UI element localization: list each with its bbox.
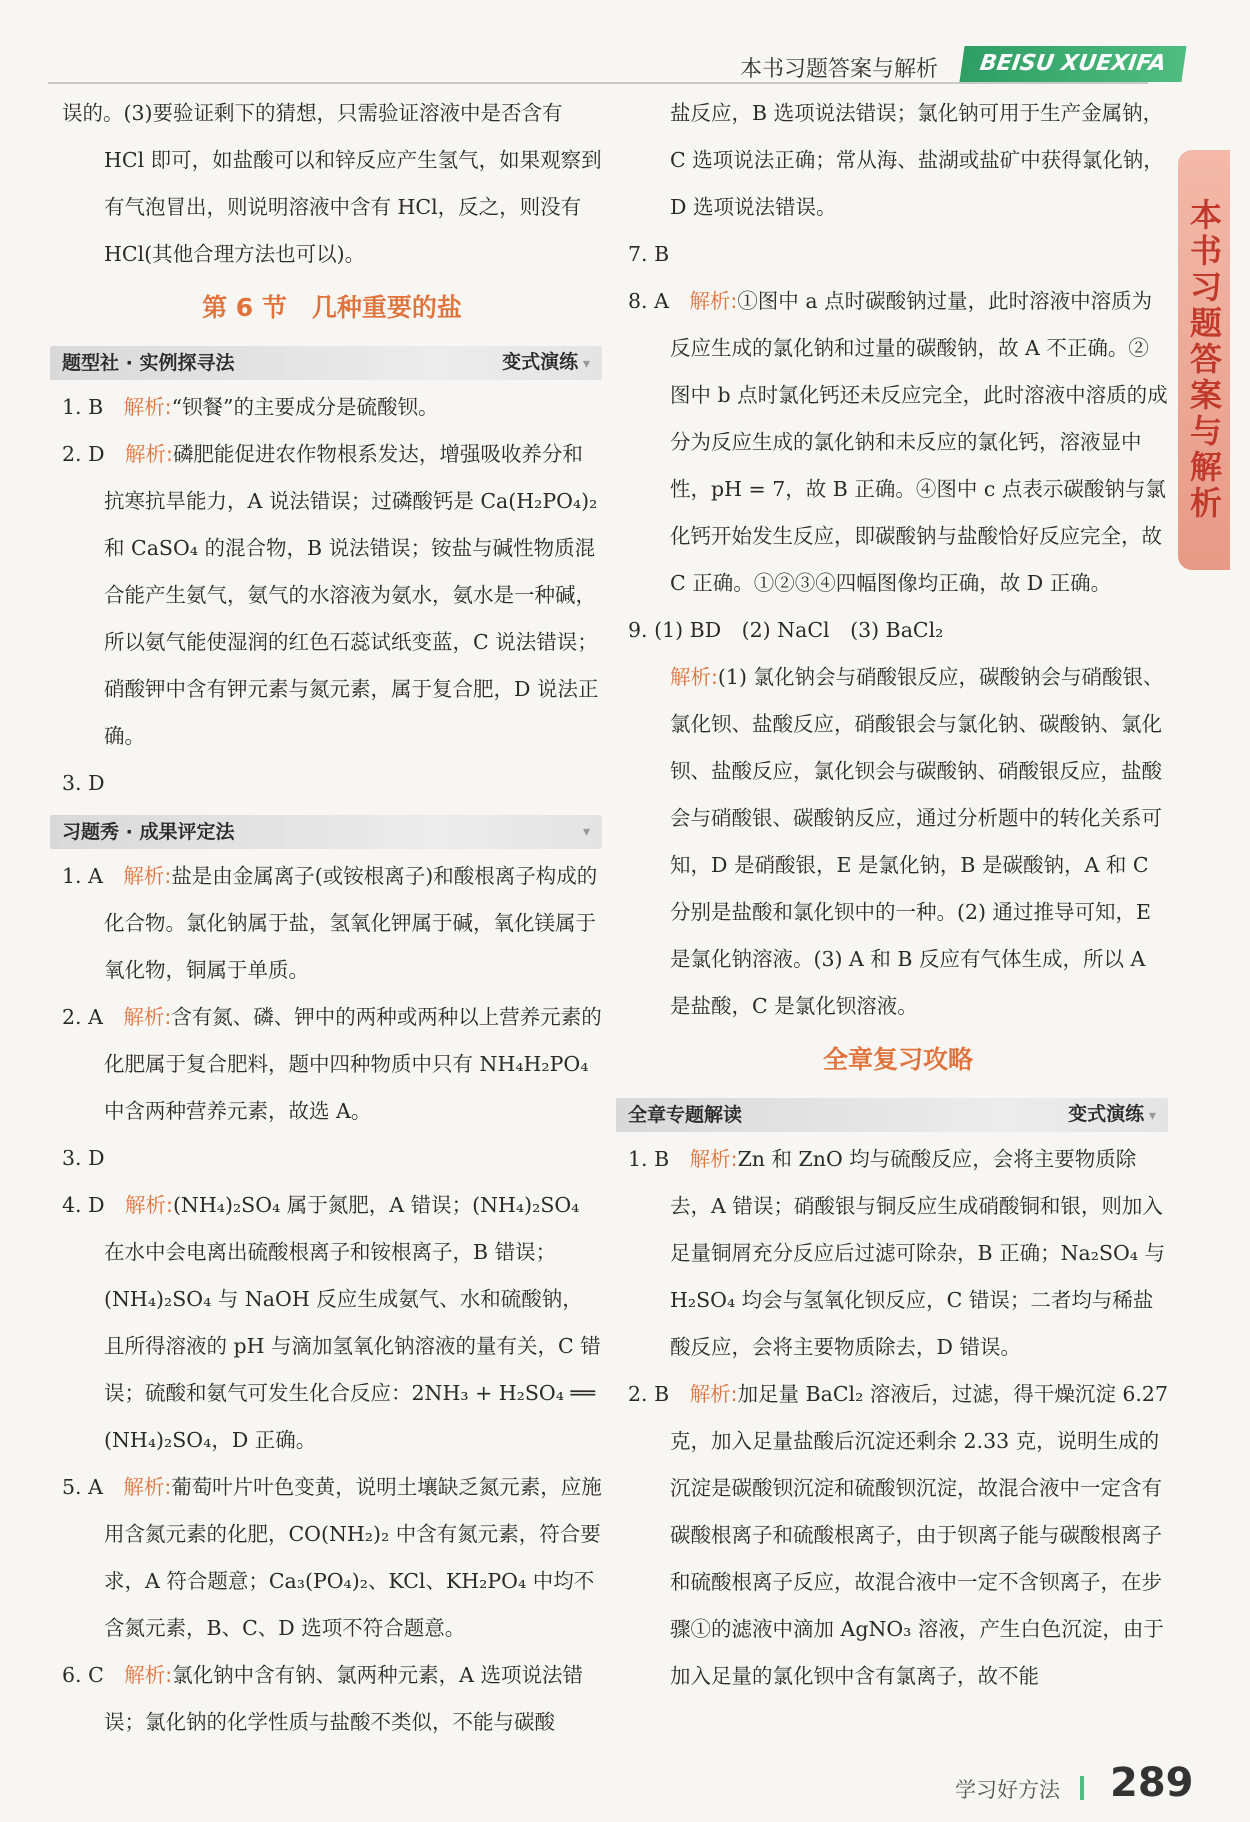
footer-separator xyxy=(1080,1776,1084,1800)
footer-text: 学习好方法 xyxy=(955,1778,1060,1802)
analysis-label: 解析: xyxy=(123,1475,172,1499)
answer-number: 2. D xyxy=(62,442,105,466)
answer-text: 盐是由金属离子(或铵根离子)和酸根离子构成的化合物。氯化钠属于盐，氢氧化钾属于碱，氧化镁属于氧化物，铜属于单质。 xyxy=(104,864,598,982)
answer-item xyxy=(628,1136,1168,1371)
answer-number: 9. (1) BD (2) NaCl (3) BaCl₂ xyxy=(628,618,944,642)
side-tab: 本书习题答案与解析 xyxy=(1178,150,1230,570)
analysis-label: 解析: xyxy=(689,1382,738,1406)
answer-number: 2. A xyxy=(62,1005,103,1029)
header-title: 本书习题答案与解析 xyxy=(740,57,939,82)
answer-number: 5. A xyxy=(62,1475,103,1499)
answer-item xyxy=(62,1464,602,1652)
bar-subtitle: 变式演练 ▾ xyxy=(1068,1097,1156,1133)
answer-item xyxy=(62,1135,602,1182)
answer-text: “钡餐”的主要成分是硫酸钡。 xyxy=(171,395,439,419)
answer-text: 氯化钠中含有钠、氯两种元素，A 选项说法错误；氯化钠的化学性质与盐酸不类似，不能与碳酸 xyxy=(104,1663,584,1734)
analysis-label: 解析: xyxy=(125,1193,173,1217)
analysis-label: 解析: xyxy=(124,1663,173,1687)
analysis-label: 解析: xyxy=(123,1005,172,1029)
analysis-label: 解析: xyxy=(123,395,172,419)
bar-subtitle: 变式演练 ▾ xyxy=(502,345,590,381)
answer-number: 8. A xyxy=(628,289,669,313)
section-title: 第 6 节 几种重要的盐 xyxy=(202,293,462,322)
analysis-label: 解析: xyxy=(670,665,718,689)
answer-item xyxy=(628,231,1168,278)
answer-number: 3. D xyxy=(62,1146,105,1170)
answer-text: 磷肥能促进农作物根系发达，增强吸收养分和抗寒抗旱能力，A 说法错误；过磷酸钙是 Ca(H₂PO₄)₂ 和 CaSO₄ 的混合物，B 说法错误；铵盐与碱性物质混合能产生氨气，氨气的水溶液为氨水，氨水是一种碱，所以氨气能使湿润的红色石蕊试纸变蓝，C 说法错误；硝酸钾中含有钾元素与氮元素，属于复合肥，D 说法正确。 xyxy=(104,442,599,748)
answer-number: 1. B xyxy=(62,395,104,419)
analysis-label: 解析: xyxy=(125,442,173,466)
page-footer xyxy=(0,1760,1250,1822)
answer-number: 3. D xyxy=(62,771,105,795)
answer-item xyxy=(62,1182,602,1464)
analysis-label: 解析: xyxy=(689,1147,738,1171)
chevron-down-icon: ▾ xyxy=(582,824,590,840)
answer-number: 6. C xyxy=(62,1663,104,1687)
bar-title: 题型社 · 实例探寻法 xyxy=(62,352,235,374)
answer-number: 2. B xyxy=(628,1382,670,1406)
answer-number: 4. D xyxy=(62,1193,105,1217)
answer-item xyxy=(628,278,1168,607)
answer-item xyxy=(62,994,602,1135)
answer-text: 含有氮、磷、钾中的两种或两种以上营养元素的化肥属于复合肥料，题中四种物质中只有 NH₄H₂PO₄ 中含两种营养元素，故选 A。 xyxy=(104,1005,602,1123)
answer-item xyxy=(62,760,602,807)
answer-item xyxy=(62,384,602,431)
answer-text: (NH₄)₂SO₄ 属于氮肥，A 错误；(NH₄)₂SO₄ 在水中会电离出硫酸根离子和铵根离子，B 错误；(NH₄)₂SO₄ 与 NaOH 反应生成氨气、水和硫酸钠，且所得溶液的 pH 与滴加氢氧化钠溶液的量有关，C 错误；硫酸和氨气可发生化合反应：2NH₃ + H₂SO₄ ══ (NH₄)₂SO₄，D 正确。 xyxy=(104,1193,601,1452)
page-number: 289 xyxy=(1110,1760,1194,1806)
page-header xyxy=(0,0,1250,100)
right-column xyxy=(628,90,1168,1700)
bar-title: 全章专题解读 xyxy=(628,1104,743,1126)
section-bar xyxy=(50,815,602,849)
answer-explanation xyxy=(628,654,1168,1030)
continued-paragraph: 盐反应，B 选项说法错误；氯化钠可用于生产金属钠，C 选项说法正确；常从海、盐湖或盐矿中获得氯化钠，D 选项说法错误。 xyxy=(670,101,1164,219)
answer-number: 1. A xyxy=(62,864,103,888)
answer-item xyxy=(628,1371,1168,1700)
answer-text: 葡萄叶片叶色变黄，说明土壤缺乏氮元素，应施用含氮元素的化肥，CO(NH₂)₂ 中含有氮元素，符合要求，A 符合题意；Ca₃(PO₄)₂、KCl、KH₂PO₄ 中均不含氮元素，B、C、D 选项不符合题意。 xyxy=(104,1475,602,1640)
header-rule xyxy=(48,82,1148,84)
answer-item xyxy=(62,431,602,760)
bar-title: 习题秀 · 成果评定法 xyxy=(62,821,235,843)
answer-item xyxy=(62,1652,602,1746)
answer-text: ①图中 a 点时碳酸钠过量，此时溶液中溶质为反应生成的氯化钠和过量的碳酸钠，故 A 不正确。②图中 b 点时氯化钙还未反应完全，此时溶液中溶质的成分为反应生成的氯化钠和未反应的氯化钙，溶液显中性，pH = 7，故 B 正确。④图中 c 点表示碳酸钠与氯化钙开始发生反应，即碳酸钠与盐酸恰好反应完全，故 C 正确。①②③④四幅图像均正确，故 D 正确。 xyxy=(670,289,1168,595)
brand-badge: BEISU XUEXIFA xyxy=(959,46,1186,82)
left-column xyxy=(62,90,602,1746)
answer-item xyxy=(628,607,1168,654)
analysis-label: 解析: xyxy=(123,864,172,888)
answer-text: 加足量 BaCl₂ 溶液后，过滤，得干燥沉淀 6.27 克，加入足量盐酸后沉淀还剩余 2.33 克，说明生成的沉淀是碳酸钡沉淀和硫酸钡沉淀，故混合液中一定含有碳酸根离子和硫酸根离子，由于钡离子能与碳酸根离子和硫酸根离子反应，故混合液中一定不含钡离子，在步骤①的滤液中滴加 AgNO₃ 溶液，产生白色沉淀，由于加入足量的氯化钡中含有氯离子，故不能 xyxy=(670,1382,1169,1688)
section-bar xyxy=(50,346,602,380)
answer-item xyxy=(62,853,602,994)
intro-paragraph: 误的。(3)要验证剩下的猜想，只需验证溶液中是否含有 HCl 即可，如盐酸可以和锌反应产生氢气，如果观察到有气泡冒出，则说明溶液中含有 HCl，反之，则没有 HCl(其他合理方法也可以)。 xyxy=(62,101,602,266)
section-bar xyxy=(616,1098,1168,1132)
answer-text: (1) 氯化钠会与硝酸银反应，碳酸钠会与硝酸银、氯化钡、盐酸反应，硝酸银会与氯化钠、碳酸钠、氯化钡、盐酸反应，氯化钡会与碳酸钠、硝酸银反应，盐酸会与硝酸银、碳酸钠反应，通过分析题中的转化关系可知，D 是硝酸银，E 是氯化钠，B 是碳酸钠，A 和 C 分别是盐酸和氯化钡中的一种。(2) 通过推导可知，E 是氯化钠溶液。(3) A 和 B 反应有气体生成，所以 A 是盐酸，C 是氯化钡溶液。 xyxy=(670,665,1164,1018)
answer-number: 7. B xyxy=(628,242,670,266)
answer-number: 1. B xyxy=(628,1147,670,1171)
section-title: 全章复习攻略 xyxy=(822,1045,973,1074)
analysis-label: 解析: xyxy=(689,289,738,313)
answer-text: Zn 和 ZnO 均与硫酸反应，会将主要物质除去，A 错误；硝酸银与铜反应生成硝酸铜和银，则加入足量铜屑充分反应后过滤可除杂，B 正确；Na₂SO₄ 与 H₂SO₄ 均会与氢氧化钡反应，C 错误；二者均与稀盐酸反应，会将主要物质除去，D 错误。 xyxy=(670,1147,1166,1359)
